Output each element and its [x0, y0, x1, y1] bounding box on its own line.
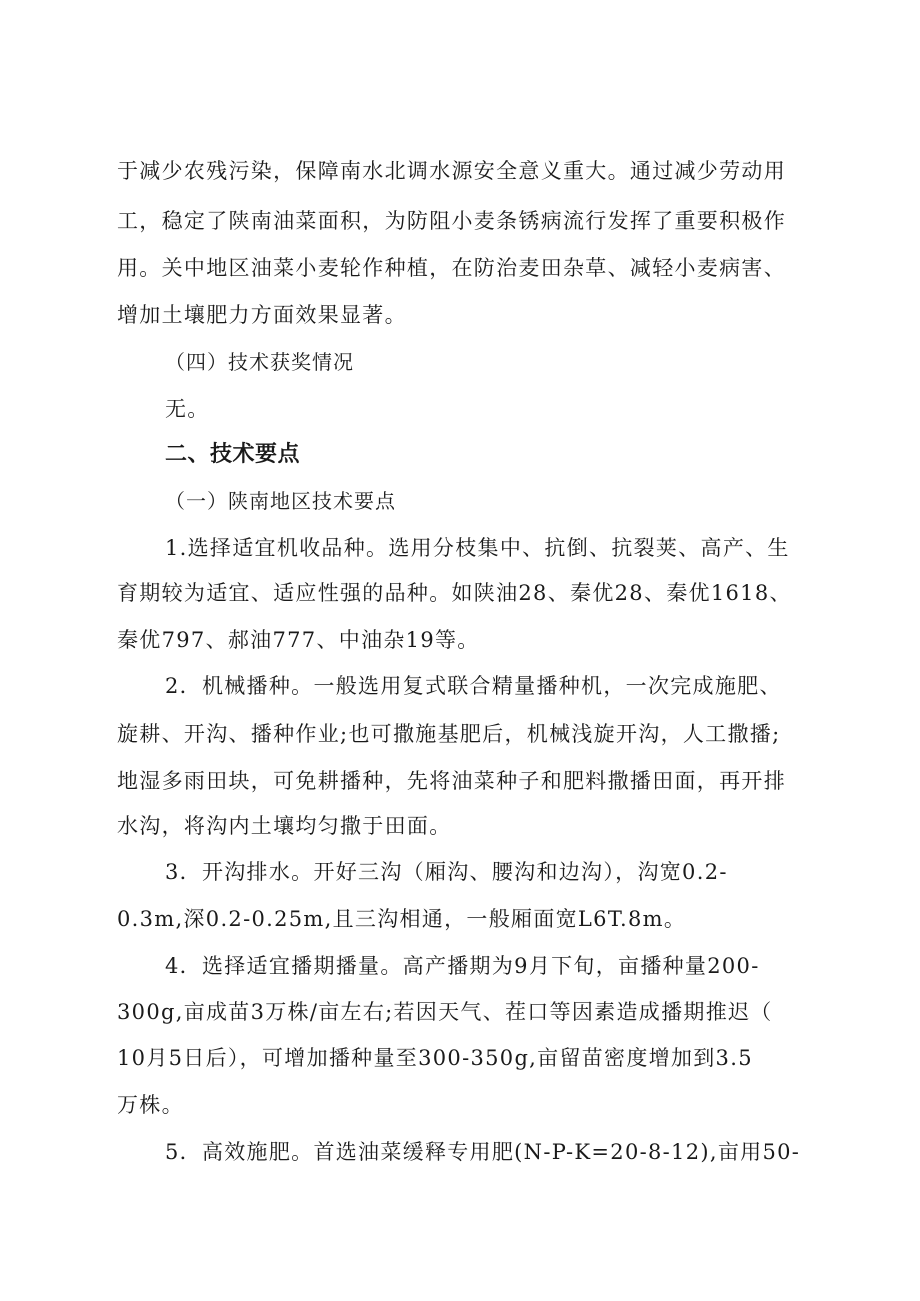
paragraph-line: 旋耕、开沟、播种作业;也可撒施基肥后，机械浅旋开沟，人工撒播; [117, 722, 781, 746]
paragraph-line: 于减少农残污染，保障南水北调水源安全意义重大。通过减少劳动用 [117, 159, 786, 183]
paragraph-line: 育期较为适宜、适应性强的品种。如陕油28、秦优28、秦优1618、 [117, 581, 792, 605]
section-heading: 二、技术要点 [165, 442, 301, 467]
paragraph-line: 2．机械播种。一般选用复式联合精量播种机，一次完成施肥、 [165, 674, 782, 698]
paragraph-line: 0.3m,深0.2-0.25m,且三沟相通，一般厢面宽L6T.8m。 [117, 907, 687, 931]
paragraph-line: 水沟，将沟内土壤均匀撒于田面。 [117, 814, 452, 838]
paragraph-line: 300g,亩成苗3万株/亩左右;若因天气、茬口等因素造成播期推迟（ [117, 1000, 773, 1024]
paragraph-line: 增加土壤肥力方面效果显著。 [117, 303, 407, 327]
paragraph-line: 无。 [165, 397, 210, 421]
paragraph-line: 10月5日后），可增加播种量至300-350g,亩留苗密度增加到3.5 [117, 1046, 753, 1070]
paragraph-line: 3．开沟排水。开好三沟（厢沟、腰沟和边沟），沟宽0.2- [165, 860, 728, 884]
paragraph-line: 4．选择适宜播期播量。高产播期为9月下旬，亩播种量200- [165, 954, 760, 978]
paragraph-line: 地湿多雨田块，可免耕播种，先将油菜种子和肥料撒播田面，再开排 [117, 769, 786, 793]
paragraph-line: 5．高效施肥。首选油菜缓释专用肥(N-P-K=20-8-12),亩用50- [165, 1140, 801, 1164]
paragraph-line: 工，稳定了陕南油菜面积，为防阻小麦条锈病流行发挥了重要积极作 [117, 209, 786, 233]
section-subheading: （四）技术获奖情况 [165, 350, 354, 374]
paragraph-line: 万株。 [117, 1093, 184, 1117]
section-subheading: （一）陕南地区技术要点 [165, 489, 396, 513]
paragraph-line: 1.选择适宜机收品种。选用分枝集中、抗倒、抗裂荚、高产、生 [165, 536, 790, 560]
paragraph-line: 用。关中地区油菜小麦轮作种植，在防治麦田杂草、减轻小麦病害、 [117, 256, 786, 280]
paragraph-line: 秦优797、郝油777、中油杂19等。 [117, 628, 480, 652]
